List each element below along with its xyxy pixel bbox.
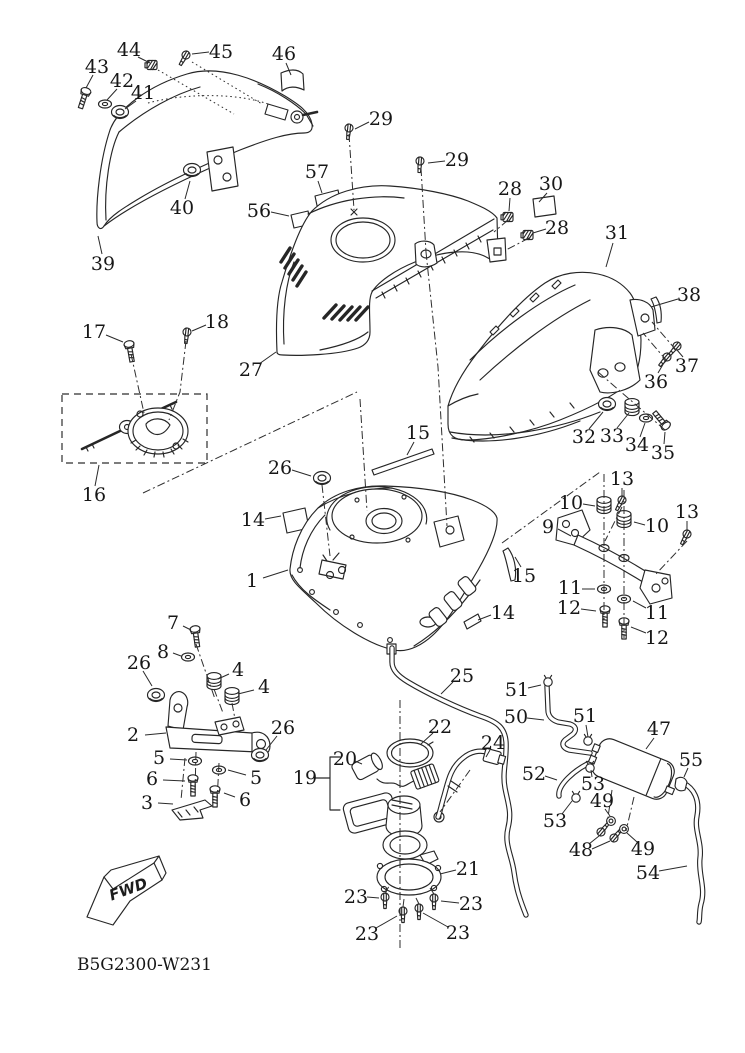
part-number-21: 21: [455, 858, 481, 880]
callout-35: [651, 432, 675, 464]
part-number-41: 41: [130, 82, 156, 104]
callout-4: [218, 659, 244, 681]
part-number-17: 17: [81, 321, 107, 343]
part-number-23: 23: [343, 886, 369, 908]
callout-23: [355, 916, 397, 945]
leader-line-10: [634, 522, 645, 525]
part-number-53: 53: [542, 810, 568, 832]
callout-12: [631, 627, 669, 649]
fuel-tank-art: [290, 486, 497, 654]
callout-26: [127, 652, 152, 686]
part-number-20: 20: [332, 748, 358, 770]
fuel-cap-art: [62, 394, 207, 463]
callout-11: [633, 601, 669, 624]
leader-line-16: [95, 465, 99, 486]
callout-11: [558, 577, 595, 599]
callout-3: [141, 792, 173, 814]
leader-line-6: [224, 793, 235, 797]
filler-opening: [331, 218, 395, 262]
grommet-26: [148, 689, 165, 702]
callout-19: [293, 767, 329, 789]
nut-28: [521, 231, 533, 240]
callout-56: [247, 200, 289, 222]
leader-line-5: [228, 770, 246, 775]
washer-49: [620, 825, 629, 834]
leader-line-8: [173, 653, 181, 656]
callout-10: [559, 492, 595, 514]
part-number-28: 28: [544, 217, 570, 239]
leader-line-23: [441, 901, 459, 903]
screw-29: [415, 157, 424, 173]
callout-40: [170, 181, 194, 219]
leader-line-4: [238, 690, 254, 694]
callout-53: [543, 801, 572, 832]
leader-line-14: [265, 516, 281, 519]
washer-8: [182, 653, 195, 661]
part-number-57: 57: [304, 161, 330, 183]
callout-16: [82, 465, 106, 506]
bolt-17: [124, 340, 138, 363]
leader-line-10: [583, 504, 595, 506]
part-number-23: 23: [458, 893, 484, 915]
washer-42: [99, 100, 112, 108]
panel-bracket: [207, 147, 238, 191]
callout-26: [268, 457, 311, 479]
part-number-6: 6: [238, 789, 252, 811]
part-number-4: 4: [257, 676, 271, 698]
callout-36: [644, 361, 668, 393]
part-number-50: 50: [503, 706, 529, 728]
strip-15-top: [372, 449, 434, 475]
part-number-43: 43: [84, 56, 110, 78]
washer-5: [189, 757, 202, 765]
clip-53: [572, 791, 580, 802]
callout-23: [423, 913, 470, 944]
bolt-6: [210, 786, 220, 807]
callout-28: [498, 178, 522, 211]
part-number-14: 14: [240, 509, 266, 531]
key-blade: [82, 431, 120, 449]
screw-23: [381, 893, 389, 909]
leader-line-51: [528, 685, 541, 688]
callout-10: [634, 515, 669, 537]
grommet-26: [314, 472, 331, 485]
tank-cover-art: [277, 186, 506, 356]
callout-23: [344, 886, 379, 908]
leader-line-56: [271, 212, 289, 216]
part-number-44: 44: [116, 39, 142, 61]
leader-line-12: [581, 609, 596, 611]
callout-25: [441, 665, 474, 694]
part-number-38: 38: [676, 284, 702, 306]
leader-line-50: [527, 718, 544, 720]
callout-5: [153, 747, 187, 769]
part-number-5: 5: [249, 767, 263, 789]
seat-bracket: [590, 328, 640, 393]
leader-line-31: [606, 243, 613, 267]
callout-13: [610, 468, 634, 497]
screw-36: [657, 351, 673, 368]
part-number-52: 52: [521, 763, 547, 785]
part-number-36: 36: [643, 371, 669, 393]
part-number-3: 3: [140, 792, 154, 814]
callout-39: [91, 236, 115, 275]
part-number-32: 32: [571, 426, 597, 448]
callout-37: [675, 350, 699, 377]
callout-12: [557, 597, 596, 619]
part-number-19: 19: [292, 767, 318, 789]
part-number-16: 16: [81, 484, 107, 506]
part-number-24: 24: [480, 732, 506, 754]
callout-52: [522, 763, 557, 785]
nut-28: [501, 213, 513, 222]
leader-line-12: [631, 627, 646, 633]
callout-55: [679, 749, 703, 777]
callout-57: [305, 161, 329, 193]
leader-line-48: [592, 841, 610, 849]
leader-line-6: [163, 780, 185, 781]
part-number-12: 12: [556, 597, 582, 619]
leader-line-1: [263, 570, 288, 578]
callout-44: [117, 39, 150, 63]
bolt-35: [651, 409, 672, 432]
leader-line-54: [659, 866, 687, 871]
callout-22: [421, 716, 452, 744]
part-number-33: 33: [599, 425, 625, 447]
sticker-14-bottom: [464, 614, 481, 629]
callout-5: [228, 767, 262, 789]
part-number-18: 18: [204, 311, 230, 333]
part-number-11: 11: [644, 602, 670, 624]
callout-7: [167, 612, 191, 634]
callout-47: [646, 718, 671, 749]
screw-18: [182, 328, 192, 344]
part-number-8: 8: [156, 641, 170, 663]
callout-24: [481, 732, 505, 757]
part-number-29: 29: [444, 149, 470, 171]
part-number-34: 34: [624, 434, 650, 456]
leader-line-45: [192, 52, 209, 54]
part-number-4: 4: [231, 659, 245, 681]
callout-51: [505, 679, 541, 701]
part-number-22: 22: [427, 716, 453, 738]
grommet-40: [184, 164, 201, 177]
emblem-46: [281, 70, 304, 91]
part-number-49: 49: [589, 790, 615, 812]
callout-32: [572, 412, 603, 448]
part-number-40: 40: [169, 197, 195, 219]
leader-line-18: [192, 325, 206, 331]
grommet-41: [112, 106, 129, 119]
leader-line-2: [145, 733, 166, 735]
callout-34: [625, 423, 649, 456]
part-number-55: 55: [678, 749, 704, 771]
bolt-6: [188, 775, 198, 796]
screw-23: [415, 904, 423, 920]
part-number-10: 10: [558, 492, 584, 514]
plate-30: [533, 196, 556, 217]
callout-23: [441, 893, 483, 915]
part-number-39: 39: [90, 253, 116, 275]
part-number-5: 5: [152, 747, 166, 769]
leader-line-23: [376, 916, 397, 928]
bolt-12: [600, 606, 610, 627]
part-number-31: 31: [604, 222, 630, 244]
callout-21: [440, 858, 480, 880]
callout-48: [569, 836, 610, 861]
part-number-26: 26: [270, 717, 296, 739]
part-number-26: 26: [126, 652, 152, 674]
callout-14: [241, 509, 281, 531]
part-number-35: 35: [650, 442, 676, 464]
callout-49: [627, 833, 655, 860]
part-number-13: 13: [674, 501, 700, 523]
callout-43: [85, 56, 109, 88]
joint-55: [675, 777, 687, 790]
callout-27: [239, 352, 276, 381]
part-number-2: 2: [126, 724, 140, 746]
leader-line-26: [292, 470, 311, 476]
part-number-27: 27: [238, 359, 264, 381]
part-number-26: 26: [267, 457, 293, 479]
part-number-6: 6: [145, 768, 159, 790]
leader-line-23: [367, 897, 379, 898]
leader-line-21: [440, 870, 456, 874]
part-number-14: 14: [490, 602, 516, 624]
part-number-7: 7: [166, 612, 180, 634]
filler-neck: [366, 509, 402, 534]
callout-31: [605, 222, 629, 267]
grommet-32: [599, 398, 616, 411]
part-number-11: 11: [557, 577, 583, 599]
leader-line-52: [545, 776, 557, 780]
callout-1: [246, 570, 288, 592]
clip-51: [544, 675, 552, 686]
screw-45: [177, 50, 192, 67]
part-number-51: 51: [572, 705, 598, 727]
grommet-26: [252, 749, 269, 762]
part-number-46: 46: [271, 43, 297, 65]
part-number-1: 1: [245, 570, 259, 592]
part-number-53: 53: [580, 773, 606, 795]
leader-line-7: [183, 626, 191, 630]
screw-23: [430, 894, 438, 910]
part-number-56: 56: [246, 200, 272, 222]
stay-3: [172, 800, 212, 820]
part-number-37: 37: [674, 355, 700, 377]
part-number-10: 10: [644, 515, 670, 537]
leader-line-39: [98, 236, 102, 254]
callout-6: [224, 789, 251, 811]
part-number-9: 9: [541, 516, 555, 538]
part-number-23: 23: [354, 923, 380, 945]
callout-29: [355, 108, 393, 130]
callout-17: [82, 321, 123, 343]
part-number-13: 13: [609, 468, 635, 490]
pump-connector: [410, 763, 439, 789]
part-number-12: 12: [644, 627, 670, 649]
drawing-code: B5G2300-W231: [77, 955, 212, 975]
callout-50: [504, 706, 544, 728]
leader-line-3: [158, 803, 173, 804]
part-number-47: 47: [646, 718, 672, 740]
part-number-30: 30: [538, 173, 564, 195]
seat-cover-art: [448, 272, 655, 442]
part-number-25: 25: [449, 665, 475, 687]
part-number-15: 15: [511, 565, 537, 587]
callout-28: [533, 217, 569, 239]
callout-49: [590, 790, 614, 816]
callout-2: [127, 724, 166, 746]
part-number-51: 51: [504, 679, 530, 701]
callout-26: [266, 717, 295, 750]
leader-line-29: [355, 122, 369, 129]
callout-15: [512, 557, 536, 587]
leader-line-17: [106, 335, 123, 342]
fwd-label: FWD: [106, 874, 150, 905]
bolt-43: [76, 86, 92, 109]
callout-15: [406, 422, 430, 455]
part-number-45: 45: [208, 41, 234, 63]
part-number-49: 49: [630, 838, 656, 860]
part-number-23: 23: [445, 922, 471, 944]
part-number-54: 54: [635, 862, 661, 884]
callout-8: [157, 641, 181, 663]
part-number-28: 28: [497, 178, 523, 200]
callout-18: [192, 311, 229, 333]
gasket-22: [387, 739, 433, 767]
callout-29: [428, 149, 469, 171]
leader-line-23: [423, 913, 448, 927]
part-number-48: 48: [568, 839, 594, 861]
callout-6: [146, 768, 185, 790]
part-number-15: 15: [405, 422, 431, 444]
screw-29: [344, 124, 354, 140]
leader-line-29: [428, 161, 445, 163]
fwd-arrow: [87, 856, 166, 925]
part-number-29: 29: [368, 108, 394, 130]
callout-13: [675, 501, 699, 530]
callout-45: [192, 41, 233, 63]
part-number-42: 42: [109, 70, 135, 92]
callout-54: [636, 862, 687, 884]
damper-4: [225, 688, 239, 705]
callout-14: [478, 602, 515, 624]
